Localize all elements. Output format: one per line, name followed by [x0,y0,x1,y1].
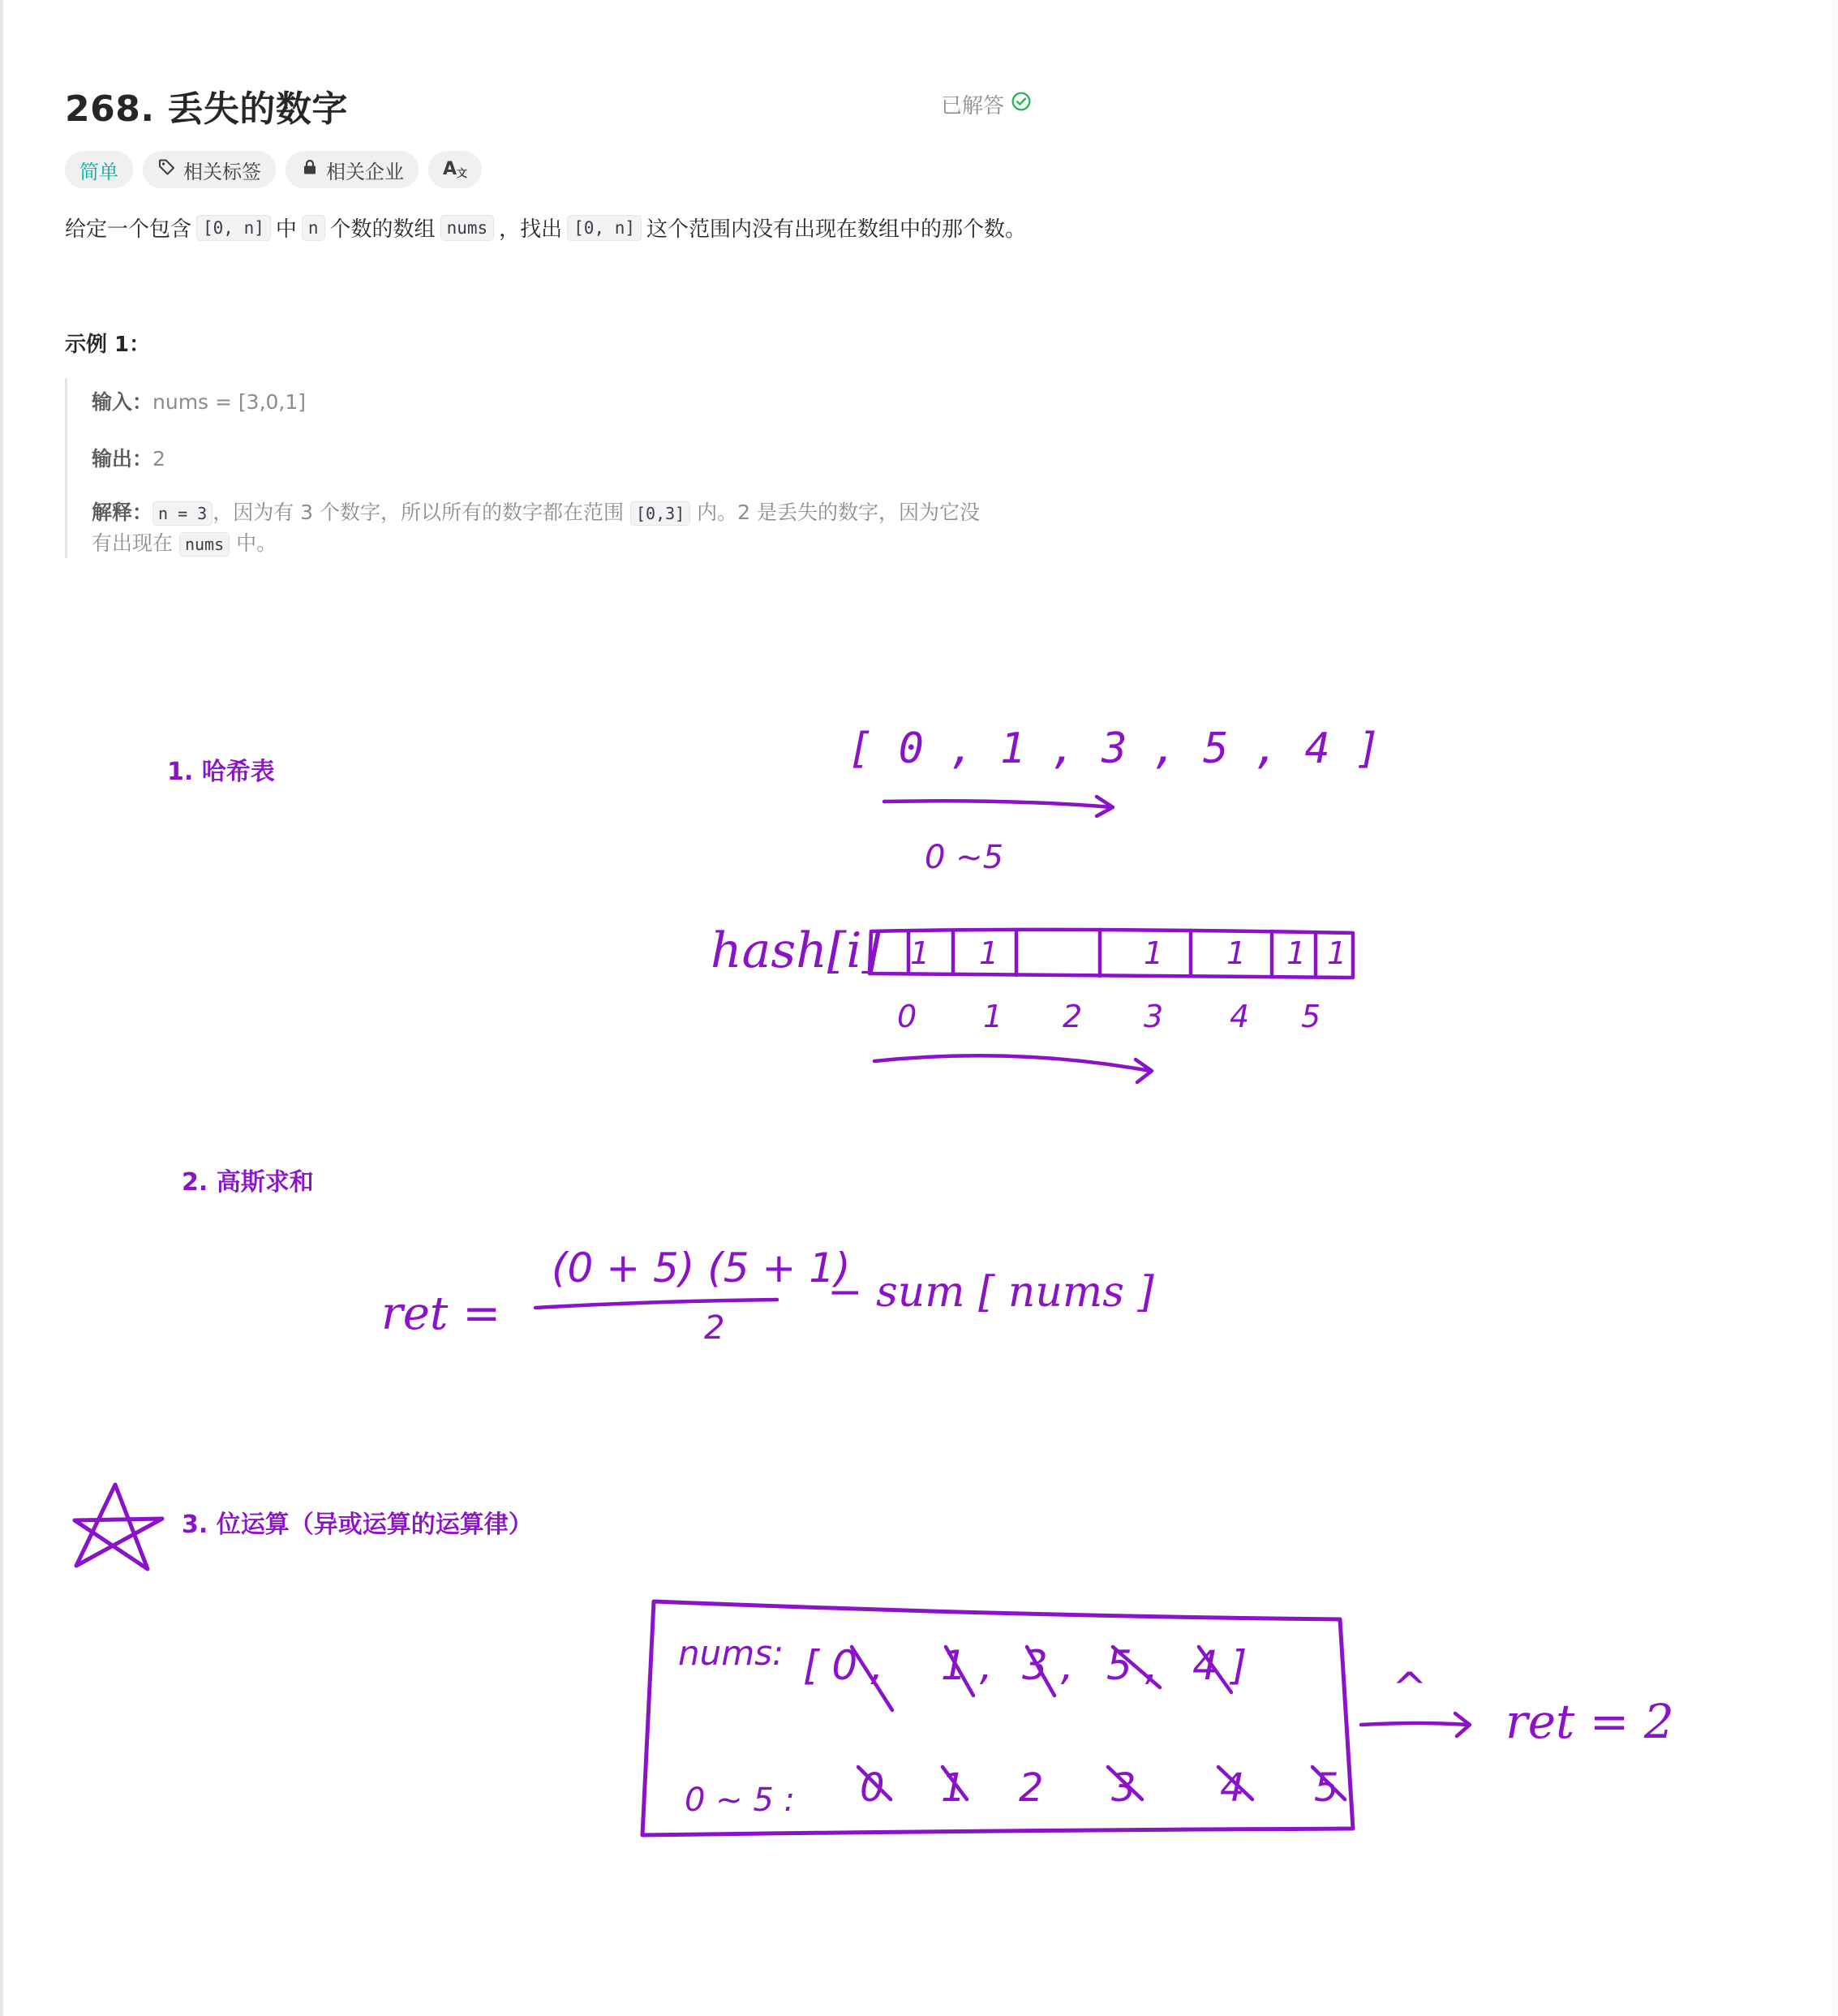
desc-code-1: [0, n] [196,215,271,241]
hash-index-2: 2 [1063,999,1083,1034]
xor-row2-value-2: 2 [1019,1765,1044,1811]
hash-index-3: 3 [1144,999,1164,1034]
hash-label: hash[i] [711,922,881,979]
hash-cell-dividers [908,930,1316,977]
xor-row2-value-5: 5 [1314,1765,1339,1811]
explain-text-2: 内。2 是丢失的数字，因为它没 [697,501,981,524]
desc-text-4: ，找出 [499,217,563,242]
desc-code-2: n [302,215,325,241]
solved-status-label: 已解答 [941,94,1005,118]
xor-row1-label: nums: [678,1633,784,1673]
xor-row2-value-0: 0 [860,1765,885,1811]
explain-text-3: 有出现在 [92,531,174,555]
xor-row1-value-2: 3 , [1022,1642,1074,1689]
hash-range-text: 0 ~5 [925,839,1004,876]
xor-row2-strikes [858,1767,1345,1799]
hash-index-1: 1 [983,999,1003,1034]
hash-cell-6: 1 [1327,935,1347,971]
gauss-numerator: (0 + 5) (5 + 1) [552,1244,851,1292]
hash-cell-1: 1 [979,935,999,971]
xor-row2-value-4: 4 [1220,1765,1245,1811]
xor-row1-value-1: 1 , [941,1642,993,1689]
output-value: 2 [152,447,165,471]
hash-cell-4: 1 [1226,935,1247,971]
desc-code-4: [0, n] [567,215,642,241]
gauss-rhs: − sum [ nums ] [827,1268,1154,1317]
hash-cell-0: 1 [910,935,930,971]
explain-code-3: nums [179,532,230,557]
difficulty-label: 简单 [79,160,118,183]
translate-icon-letter: A [443,159,457,179]
explain-code-2: [0,3] [630,501,690,526]
hash-index-5: 5 [1301,999,1321,1034]
related-topics-label: 相关标签 [183,160,261,183]
hash-cell-5: 1 [1286,935,1307,971]
note-heading-xor: 3. 位运算（异或运算的运算律） [182,1511,533,1539]
xor-row1-value-4: 4 ] [1192,1642,1248,1689]
desc-text-2: 中 [275,217,297,242]
hash-index-4: 4 [1230,999,1250,1034]
xor-row1-value-3: 5 , [1106,1642,1158,1689]
xor-row2-label: 0 ~ 5 : [685,1782,796,1819]
hash-array-box [870,930,1353,978]
example-title: 示例 1： [65,333,151,357]
problem-title: 268. 丢失的数字 [65,88,348,130]
input-value: nums = [3,0,1] [152,390,307,414]
note-heading-hash: 1. 哈希表 [167,758,275,786]
xor-row2-value-3: 3 [1111,1765,1136,1811]
note-heading-gauss: 2. 高斯求和 [182,1168,314,1197]
xor-row1-value-0: [ 0 , [803,1642,883,1689]
xor-result-arrow-line [1361,1723,1468,1725]
gauss-lhs: ret = [381,1287,501,1340]
explain-text-1: ，因为有 3 个数字，所以所有的数字都在范围 [213,501,625,524]
explain-code-1: n = 3 [152,501,213,526]
desc-text-1: 给定一个包含 [65,217,192,242]
translate-icon-sub: 文 [457,168,468,180]
output-label: 输出： [92,447,153,471]
desc-code-3: nums [440,215,495,241]
desc-text-5: 这个范围内没有出现在数组中的那个数。 [646,217,1027,242]
input-label: 输入： [92,390,153,414]
hash-array-arrow-line [884,801,1111,807]
related-companies-label: 相关企业 [326,160,404,183]
star-icon [75,1485,162,1569]
hash-index-arrow-line [874,1055,1150,1071]
explain-text-4: 中。 [236,531,277,555]
hash-array-text: [ 0 , 1 , 3 , 5 , 4 ] [848,724,1381,773]
gauss-fraction-bar [535,1300,777,1308]
xor-row2-value-1: 1 [941,1765,966,1811]
gauss-denominator: 2 [704,1309,725,1347]
xor-operator: ^ [1392,1664,1428,1713]
xor-result: ret = 2 [1505,1694,1674,1749]
hash-cell-3: 1 [1144,935,1164,971]
desc-text-3: 个数的数组 [329,217,436,242]
explain-label: 解释： [92,501,153,524]
hash-index-0: 0 [897,999,917,1034]
